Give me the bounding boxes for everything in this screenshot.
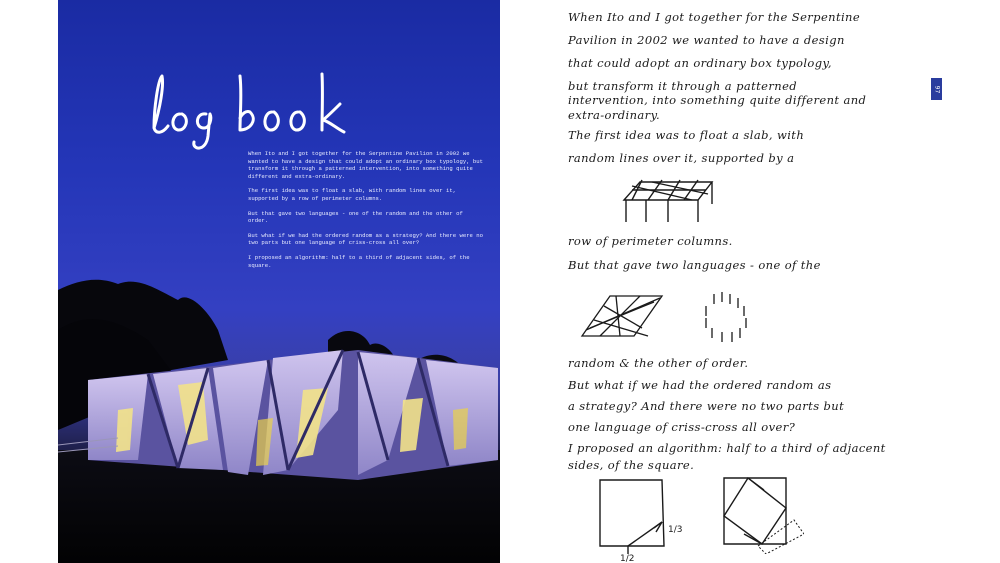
intro-text xyxy=(248,150,483,276)
sketch-label-third: 1/3 xyxy=(668,525,683,535)
handwritten-line: row of perimeter columns. xyxy=(568,234,733,248)
handwritten-line: I proposed an algorithm: half to a third of adjacent xyxy=(568,441,886,455)
handwritten-line: one language of criss-cross all over? xyxy=(568,420,796,434)
intro-paragraph: But that gave two languages - one of the random and the other of order. xyxy=(248,209,463,225)
handwritten-line: intervention, into something quite different and xyxy=(568,93,867,107)
page-number-tab xyxy=(931,78,942,100)
handwritten-line: The first idea was to float a slab, with xyxy=(568,128,805,142)
intro-paragraph: The first idea was to float a slab, with random lines over it, supported by a row of perimeter columns. xyxy=(248,187,457,202)
pavilion-photo xyxy=(58,270,500,563)
handwritten-line: When Ito and I got together for the Serpentine xyxy=(568,10,861,24)
random-lines-sketch xyxy=(580,292,664,340)
intro-paragraph: I proposed an algorithm: half to a third of adjacent sides, of the square. xyxy=(248,253,470,269)
handwritten-line: sides, of the square. xyxy=(568,458,695,472)
handwritten-line: but transform it through a patterned xyxy=(568,79,798,93)
algorithm-rotated-square-sketch xyxy=(714,470,804,554)
handwritten-line: Pavilion in 2002 we wanted to have a design xyxy=(568,33,845,47)
algorithm-square-sketch xyxy=(592,474,688,562)
slab-sketch xyxy=(622,178,718,234)
left-page xyxy=(58,0,500,563)
handwritten-line: random & the other of order. xyxy=(568,356,749,370)
handwritten-line: But that gave two languages - one of the xyxy=(568,258,821,272)
handwritten-line: that could adopt an ordinary box typology, xyxy=(568,56,832,70)
right-page xyxy=(500,0,942,563)
sketch-label-half: 1/2 xyxy=(620,554,635,562)
handwritten-line: random lines over it, supported by a xyxy=(568,151,795,165)
order-columns-sketch xyxy=(696,292,756,344)
intro-paragraph: But what if we had the ordered random as a strategy? And there were no two parts but one language of criss-cross all over? xyxy=(248,231,483,247)
handwritten-line: extra-ordinary. xyxy=(568,108,660,122)
page-number: 97 xyxy=(932,85,940,93)
handwritten-title-log-book xyxy=(140,68,350,158)
handwritten-line: a strategy? And there were no two parts but xyxy=(568,399,845,413)
handwritten-line: But what if we had the ordered random as xyxy=(568,378,832,392)
intro-paragraph: When Ito and I got together for the Serpentine Pavilion in 2002 we wanted to have a design that could adopt an ordinary box typology, but transform it through a patterned intervention, into something quite different and extra-ordinary. xyxy=(248,150,483,180)
